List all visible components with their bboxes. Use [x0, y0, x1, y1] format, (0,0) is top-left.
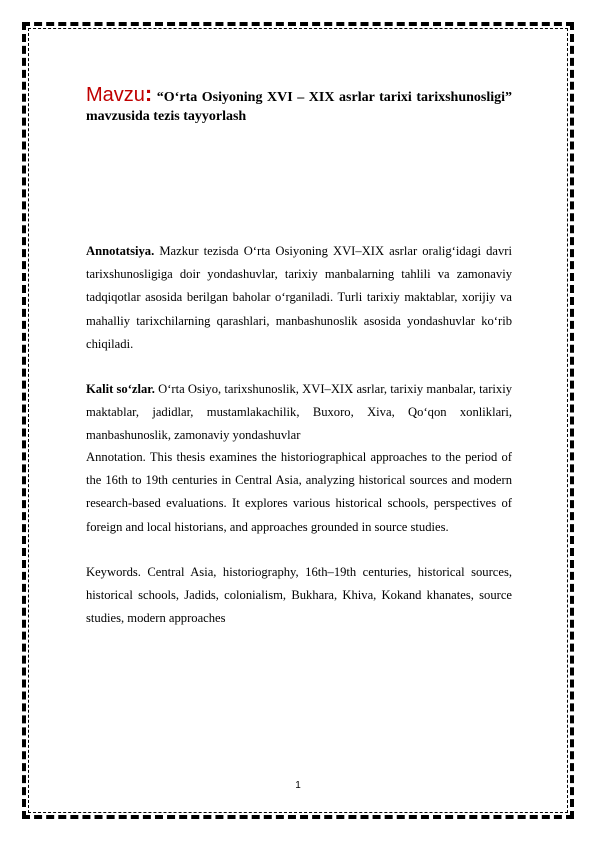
title-label: Mavzu — [86, 84, 145, 106]
kalit-sozlar-paragraph — [86, 378, 512, 448]
kalit-sozlar-label: Kalit so‘zlar. — [86, 382, 155, 396]
annotatsiya-text: Mazkur tezisda O‘rta Osiyoning XVI–XIX asrlar oralig‘idagi davri tarixshunosligiga doir yondashuvlar, tarixiy manbalarning tahlili va zamonaviy tadqiqotlar asosida berilgan baholar o‘rganiladi. Turli tarixiy maktablar, xorijiy va mahalliy tarixchilarning qarashlari, manbashunoslik asosida yondashuvlar ko‘rib chiqiladi. — [86, 244, 512, 351]
annotation-paragraph: Annotation. This thesis examines the historiographical approaches to the period of the 16th to 19th centuries in Central Asia, analyzing historical sources and modern research-based evaluations. It explores various historical schools, perspectives of foreign and local historians, and approaches grounded in source studies. — [86, 450, 512, 534]
title-text: “O‘rta Osiyoning XVI – XIX asrlar tarixi tarixshunosligi” mavzusida tezis tayyorlash — [86, 90, 513, 124]
annotatsiya-paragraph — [86, 240, 512, 356]
title-colon: : — [144, 81, 153, 106]
annotatsiya-label: Annotatsiya. — [86, 244, 155, 258]
page-title — [86, 81, 513, 126]
page-number: 1 — [295, 780, 301, 791]
kalit-sozlar-text: O‘rta Osiyo, tarixshunoslik, XVI–XIX asrlar, tarixiy manbalar, tarixiy maktablar, jadidlar, mustamlakachilik, Buxoro, Xiva, Qo‘qon xonliklari, manbashunoslik, zamonaviy yondashuvlar — [86, 382, 512, 443]
keywords-paragraph: Keywords. Central Asia, historiography, 16th–19th centuries, historical sources, historical schools, Jadids, colonialism, Bukhara, Khiva, Kokand khanates, source studies, modern approaches — [86, 565, 512, 626]
